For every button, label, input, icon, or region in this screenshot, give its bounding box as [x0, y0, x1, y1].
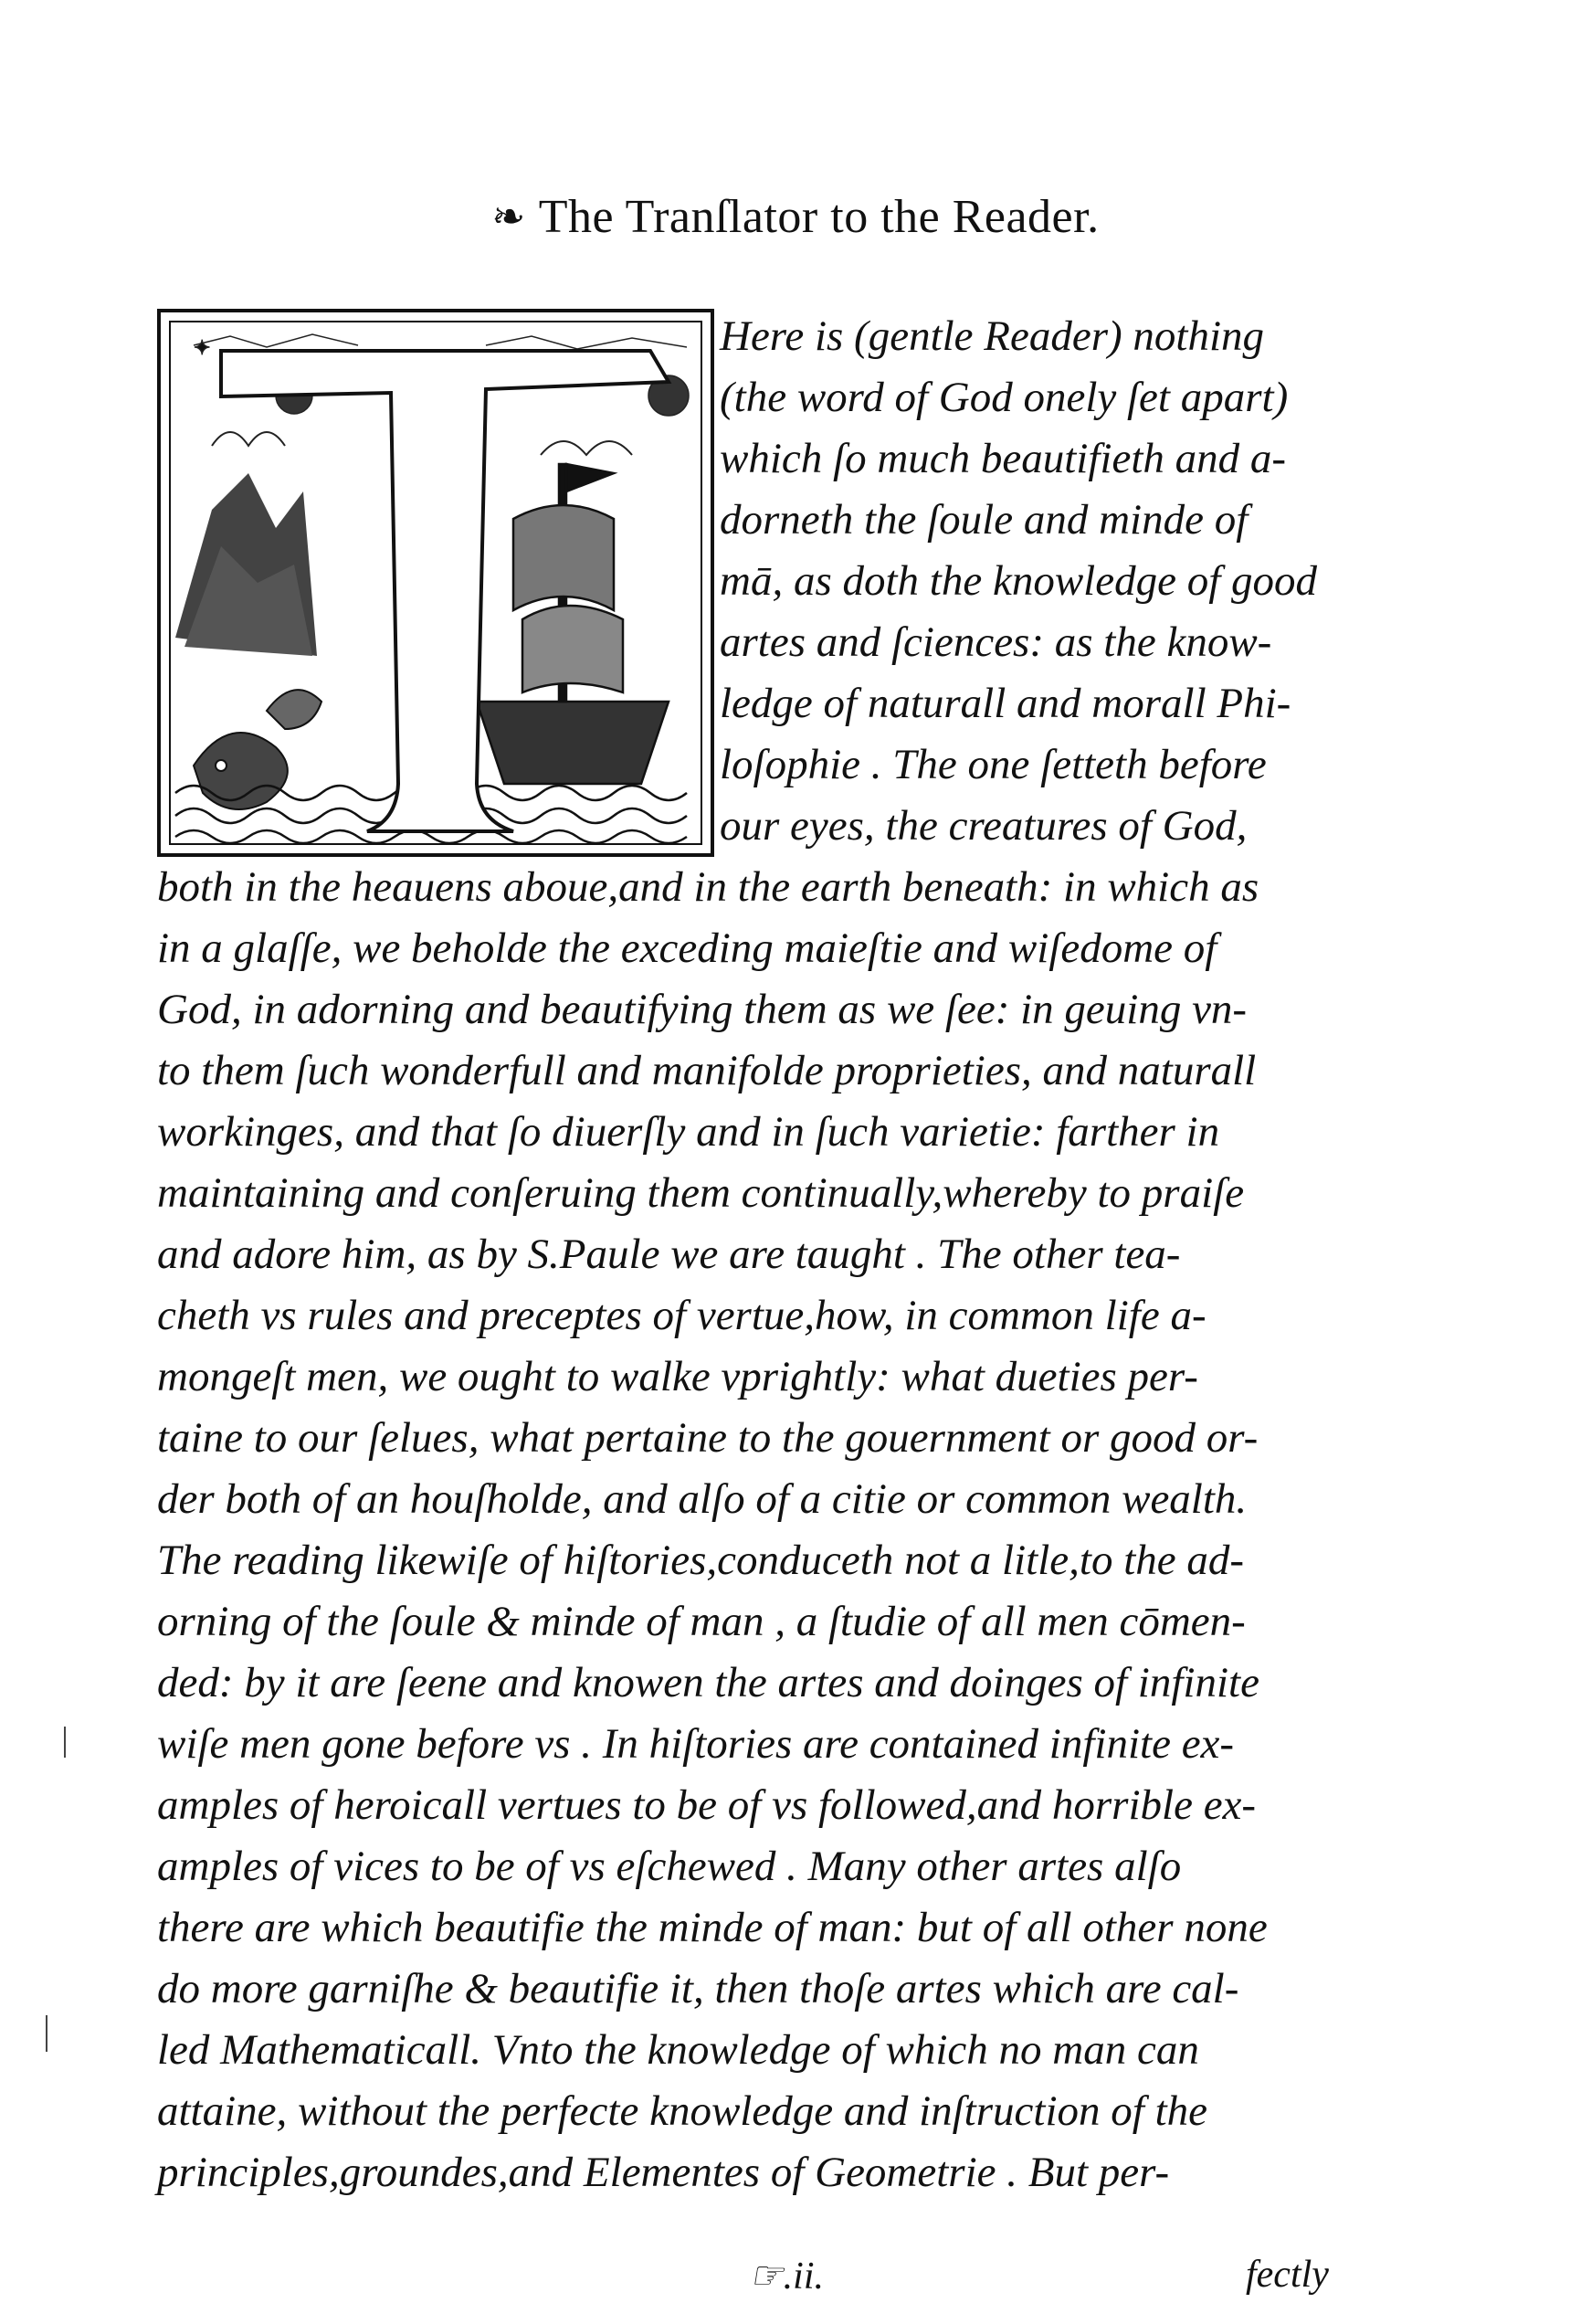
- text-line: both in the heauens aboue,and in the earth beneath: in which as: [157, 863, 1259, 911]
- text-line: attaine, without the perfecte knowledge and inſtruction of the: [157, 2087, 1207, 2135]
- hedera-ornament-icon: ❧: [491, 195, 526, 239]
- woodcut-initial-illustration: [157, 309, 714, 857]
- text-line: there are which beautifie the minde of man: but of all other none: [157, 1904, 1268, 1951]
- heading-title: The Tranſlator to the Reader.: [538, 191, 1100, 243]
- catchword: fectly: [1246, 2254, 1329, 2296]
- text-line: der both of an houſholde, and alſo of a citie or common wealth.: [157, 1475, 1248, 1523]
- text-line: mongeſt men, we ought to walke vprightly: what dueties per-: [157, 1353, 1198, 1400]
- text-line: cheth vs rules and preceptes of vertue,how, in common life a-: [157, 1292, 1206, 1339]
- text-line: do more garniſhe & beautifie it, then thoſe artes which are cal-: [157, 1965, 1239, 2012]
- text-line: taine to our ſelues, what pertaine to the gouernment or good or-: [157, 1414, 1259, 1462]
- text-line: in a glaſſe, we beholde the exceding maieſtie and wiſedome of: [157, 924, 1217, 972]
- text-line: our eyes, the creatures of God,: [720, 802, 1248, 850]
- text-line: orning of the ſoule & minde of man , a ſtudie of all men cōmen-: [157, 1598, 1246, 1645]
- svg-text:✦: ✦: [194, 336, 211, 359]
- page-heading: [0, 190, 1591, 244]
- text-line: amples of vices to be of vs eſchewed . Many other artes alſo: [157, 1843, 1182, 1890]
- text-line: workinges, and that ſo diuerſly and in ſuch varietie: farther in: [157, 1108, 1220, 1156]
- margin-mark: [64, 1727, 66, 1758]
- text-line: God, in adorning and beautifying them as we ſee: in geuing vn-: [157, 986, 1248, 1033]
- margin-mark: [46, 2015, 47, 2052]
- text-line: and adore him, as by S.Paule we are taught . The other tea-: [157, 1231, 1181, 1278]
- text-line: artes and ſciences: as the know-: [720, 618, 1272, 666]
- signature-mark: ☞.ii.: [749, 2255, 824, 2298]
- text-line: ledge of naturall and morall Phi-: [720, 680, 1291, 727]
- text-line: which ſo much beautifieth and a-: [720, 435, 1287, 482]
- text-line: to them ſuch wonderfull and manifolde proprieties, and naturall: [157, 1047, 1257, 1094]
- text-line: (the word of God onely ſet apart): [720, 374, 1289, 421]
- text-line: loſophie . The one ſetteth before: [720, 741, 1267, 788]
- text-line: mā, as doth the knowledge of good: [720, 557, 1318, 605]
- text-line: wiſe men gone before vs . In hiſtories are contained infinite ex-: [157, 1720, 1235, 1768]
- text-line: Here is (gentle Reader) nothing: [720, 312, 1265, 360]
- text-line: maintaining and conſeruing them continually,whereby to praiſe: [157, 1169, 1245, 1217]
- text-line: principles,groundes,and Elementes of Geometrie . But per-: [157, 2149, 1170, 2196]
- text-line: led Mathematicall. Vnto the knowledge of which no man can: [157, 2026, 1199, 2074]
- text-line: The reading likewiſe of hiſtories,conduceth not a litle,to the ad-: [157, 1537, 1245, 1584]
- text-line: amples of heroicall vertues to be of vs followed,and horrible ex-: [157, 1781, 1257, 1829]
- text-line: ded: by it are ſeene and knowen the artes and doinges of infinite: [157, 1659, 1259, 1706]
- text-line: dorneth the ſoule and minde of: [720, 496, 1249, 544]
